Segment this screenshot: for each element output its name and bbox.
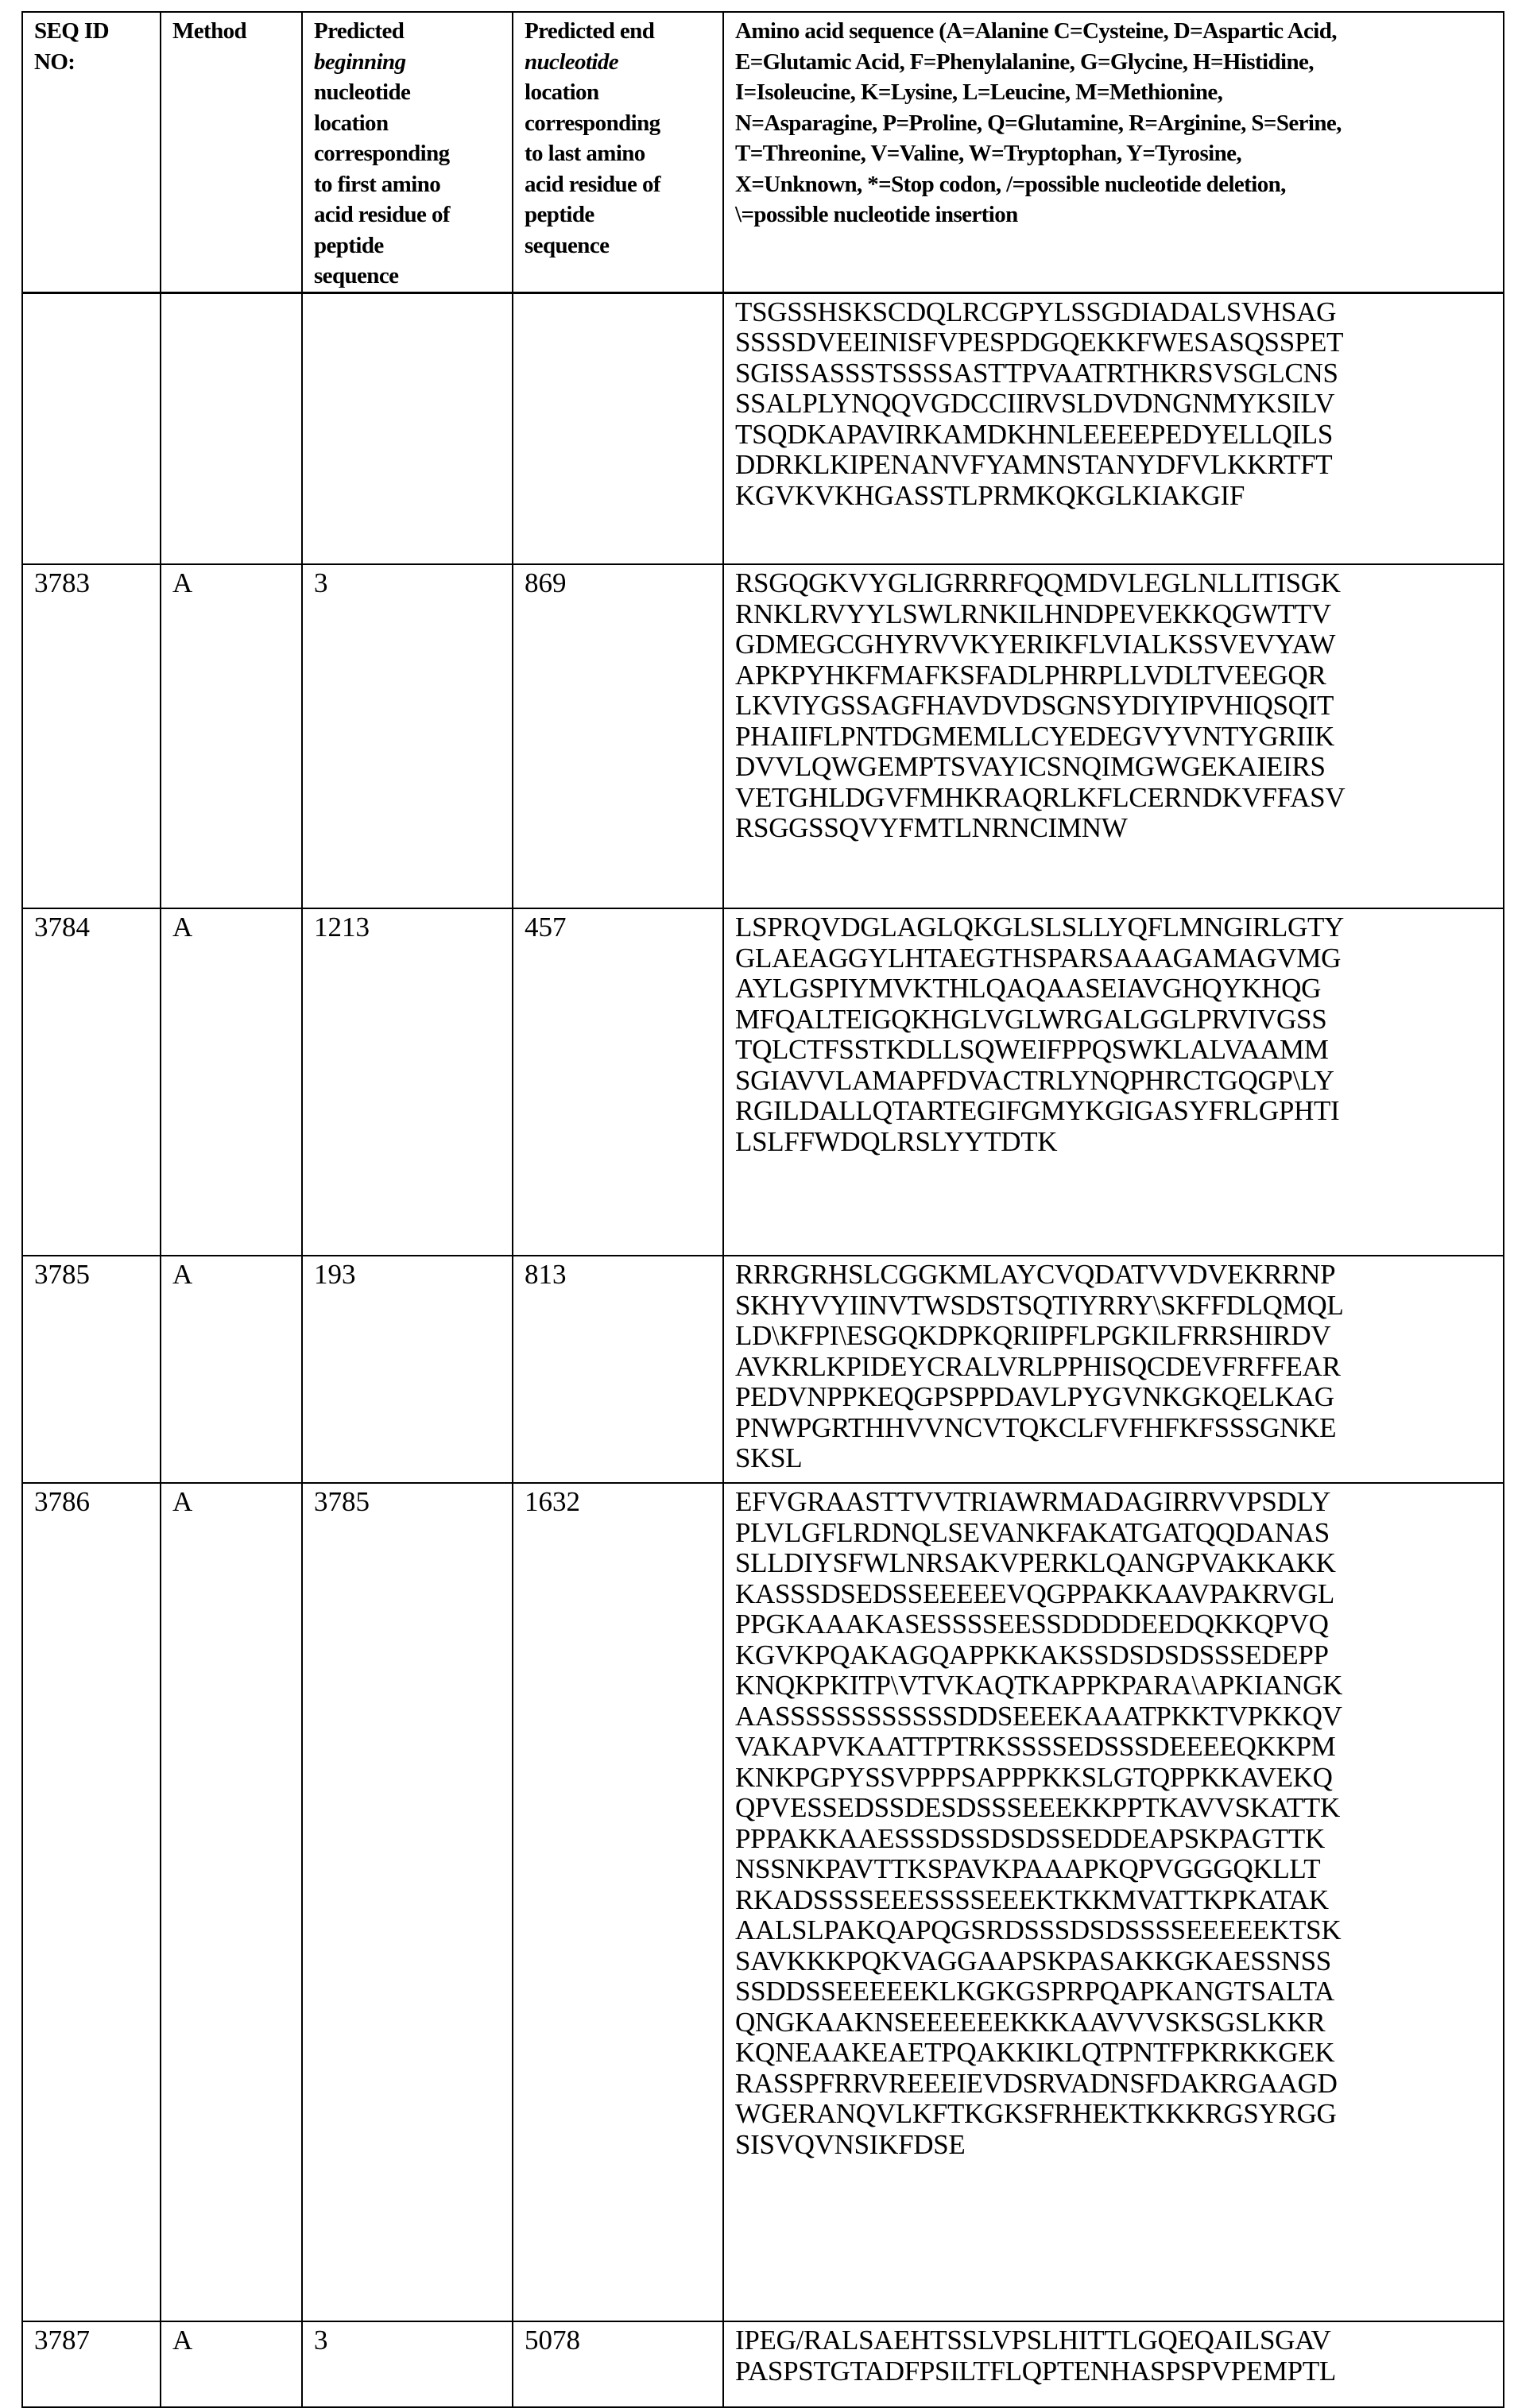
header-seq-id bbox=[22, 12, 161, 292]
amino-acid-sequence-cell bbox=[723, 564, 1504, 908]
text-line: corresponding bbox=[525, 108, 714, 139]
text-line: T=Threonine, V=Valine, W=Tryptophan, Y=Tyrosine, bbox=[735, 138, 1495, 169]
begin-location-cell bbox=[302, 292, 513, 564]
text-line: SLLDIYSFWLNRSAKVPERKLQANGPVAKKAKK bbox=[735, 1548, 1495, 1579]
end-location-cell: 869 bbox=[513, 564, 723, 908]
end-location-cell: 457 bbox=[513, 908, 723, 1256]
seq-id-cell: 3783 bbox=[22, 564, 161, 908]
text-line: KQNEAAKEAETPQAKKIKLQTPNTFPKRKKGEK bbox=[735, 2038, 1495, 2069]
text-line: nucleotide bbox=[314, 77, 504, 108]
text-line: SGIAVVLAMAPFDVACTRLYNQPHRCTGQGP\LY bbox=[735, 1066, 1495, 1097]
amino-acid-sequence-cell bbox=[723, 292, 1504, 564]
text-line: acid residue of bbox=[314, 199, 504, 230]
text-line: RSGGSSQVYFMTLNRNCIMNW bbox=[735, 813, 1495, 844]
text-line: SGISSASSSTSSSSASTTPVAATRTHKRSVSGLCNS bbox=[735, 358, 1495, 389]
end-location-cell bbox=[513, 292, 723, 564]
text-line: to last amino bbox=[525, 138, 714, 169]
text-line: SSDDSSEEEEEKLKGKGSPRPQAPKANGTSALTA bbox=[735, 1976, 1495, 2007]
text-line: Method bbox=[172, 16, 293, 47]
table-body bbox=[22, 292, 1504, 2407]
table-row bbox=[22, 908, 1504, 1256]
text-line: AVKRLKPIDEYCRALVRLPPHISQCDEVFRFFEAR bbox=[735, 1352, 1495, 1383]
text-line: Predicted bbox=[314, 16, 504, 47]
text-line: DVVLQWGEMPTSVAYICSNQIMGWGEKAIEIRS bbox=[735, 752, 1495, 783]
text-line: SEQ ID bbox=[34, 16, 152, 47]
text-line: SKSL bbox=[735, 1443, 1495, 1474]
method-cell: A bbox=[161, 564, 302, 908]
method-cell: A bbox=[161, 1256, 302, 1483]
text-line: EFVGRAASTTVVTRIAWRMADAGIRRVVPSDLY bbox=[735, 1487, 1495, 1518]
text-line: SAVKKKPQKVAGGAAPSKPASAKKGKAESSNSS bbox=[735, 1946, 1495, 1977]
text-line: RRRGRHSLCGGKMLAYCVQDATVVDVEKRRNP bbox=[735, 1260, 1495, 1291]
text-line: PPPAKKAAESSSDSSDSDSSEDDEAPSKPAGTTK bbox=[735, 1824, 1495, 1855]
end-location-cell: 813 bbox=[513, 1256, 723, 1483]
text-line: PASPSTGTADFPSILTFLQPTENHASPSPVPEMPTL bbox=[735, 2356, 1495, 2387]
text-line: LSLFFWDQLRSLYYTDTK bbox=[735, 1127, 1495, 1158]
text-line: PLVLGFLRDNQLSEVANKFAKATGATQQDANAS bbox=[735, 1518, 1495, 1549]
text-line: N=Asparagine, P=Proline, Q=Glutamine, R=Arginine, S=Serine, bbox=[735, 108, 1495, 139]
amino-acid-sequence-cell bbox=[723, 2321, 1504, 2407]
text-line: nucleotide bbox=[525, 47, 714, 78]
text-line: MFQALTEIGQKHGLVGLWRGALGGLPRVIVGSS bbox=[735, 1005, 1495, 1036]
text-line: beginning bbox=[314, 47, 504, 78]
text-line: IPEG/RALSAEHTSSLVPSLHITTLGQEQAILSGAV bbox=[735, 2325, 1495, 2356]
text-line: peptide bbox=[525, 199, 714, 230]
header-begin-location bbox=[302, 12, 513, 292]
text-line: LD\KFPI\ESGQKDPKQRIIPFLPGKILFRRSHIRDV bbox=[735, 1321, 1495, 1352]
begin-location-cell: 1213 bbox=[302, 908, 513, 1256]
table-row bbox=[22, 1256, 1504, 1483]
seq-id-cell: 3784 bbox=[22, 908, 161, 1256]
text-line: SKHYVYIINVTWSDSTSQTIYRRY\SKFFDLQMQL bbox=[735, 1291, 1495, 1322]
text-line: E=Glutamic Acid, F=Phenylalanine, G=Glycine, H=Histidine, bbox=[735, 47, 1495, 78]
text-line: PHAIIFLPNTDGMEMLLCYEDEGVYVNTYGRIIK bbox=[735, 722, 1495, 753]
begin-location-cell: 3785 bbox=[302, 1483, 513, 2321]
text-line: KNKPGPYSSVPPPSAPPPKKSLGTQPPKKAVEKQ bbox=[735, 1763, 1495, 1794]
text-line: PEDVNPPKEQGPSPPDAVLPYGVNKGKQELKAG bbox=[735, 1382, 1495, 1413]
text-line: LKVIYGSSAGFHAVDVDSGNSYDIYIPVHIQSQIT bbox=[735, 691, 1495, 722]
header-method bbox=[161, 12, 302, 292]
method-cell: A bbox=[161, 908, 302, 1256]
text-line: KGVKPQAKAGQAPPKKAKSSDSDSDSSSEDEPP bbox=[735, 1640, 1495, 1671]
text-line: SSSSDVEEINISFVPESPDGQEKKFWESASQSSPET bbox=[735, 327, 1495, 358]
method-cell bbox=[161, 292, 302, 564]
table-row bbox=[22, 1483, 1504, 2321]
begin-location-cell: 3 bbox=[302, 564, 513, 908]
seq-id-cell bbox=[22, 292, 161, 564]
amino-acid-sequence-cell bbox=[723, 1256, 1504, 1483]
text-line: LSPRQVDGLAGLQKGLSLSLLYQFLMNGIRLGTY bbox=[735, 912, 1495, 943]
header-amino-acid-sequence bbox=[723, 12, 1504, 292]
method-cell: A bbox=[161, 2321, 302, 2407]
text-line: TSQDKAPAVIRKAMDKHNLEEEEPEDYELLQILS bbox=[735, 420, 1495, 451]
table-header-row bbox=[22, 12, 1504, 292]
begin-location-cell: 3 bbox=[302, 2321, 513, 2407]
sequence-table bbox=[21, 11, 1504, 2408]
text-line: WGERANQVLKFTKGKSFRHEKTKKKRGSYRGG bbox=[735, 2099, 1495, 2130]
text-line: KGVKVKHGASSTLPRMKQKGLKIAKGIF bbox=[735, 481, 1495, 512]
text-line: NO: bbox=[34, 47, 152, 78]
method-cell: A bbox=[161, 1483, 302, 2321]
text-line: KNQKPKITP\VTVKAQTKAPPKPARA\APKIANGK bbox=[735, 1671, 1495, 1701]
text-line: TQLCTFSSTKDLLSQWEIFPPQSWKLALVAAMM bbox=[735, 1035, 1495, 1066]
end-location-cell: 1632 bbox=[513, 1483, 723, 2321]
text-line: AASSSSSSSSSSSSDDSEEEKAAATPKKTVPKKQV bbox=[735, 1701, 1495, 1732]
text-line: Predicted end bbox=[525, 16, 714, 47]
text-line: VAKAPVKAATTPTRKSSSSEDSSSDEEEEQKKPM bbox=[735, 1732, 1495, 1763]
text-line: APKPYHKFMAFKSFADLPHRPLLVDLTVEEGQR bbox=[735, 660, 1495, 691]
text-line: sequence bbox=[314, 261, 504, 292]
seq-id-cell: 3785 bbox=[22, 1256, 161, 1483]
text-line: KASSSDSEDSSEEEEEVQGPPAKKAAVPAKRVGL bbox=[735, 1579, 1495, 1610]
text-line: corresponding bbox=[314, 138, 504, 169]
seq-id-cell: 3786 bbox=[22, 1483, 161, 2321]
text-line: RKADSSSSEEESSSSEEEKTKKMVATTKPKATAK bbox=[735, 1885, 1495, 1916]
text-line: TSGSSHSKSCDQLRCGPYLSSGDIADALSVHSAG bbox=[735, 297, 1495, 328]
text-line: RGILDALLQTARTEGIFGMYKGIGASYFRLGPHTI bbox=[735, 1096, 1495, 1127]
text-line: AYLGSPIYMVKTHLQAQAASEIAVGHQYKHQG bbox=[735, 974, 1495, 1005]
begin-location-cell: 193 bbox=[302, 1256, 513, 1483]
header-end-location bbox=[513, 12, 723, 292]
text-line: DDRKLKIPENANVFYAMNSTANYDFVLKKRTFT bbox=[735, 450, 1495, 481]
text-line: RASSPFRRVREEEIEVDSRVADNSFDAKRGAAGD bbox=[735, 2069, 1495, 2100]
text-line: RNKLRVYYLSWLRNKILHNDPEVEKKQGWTTV bbox=[735, 599, 1495, 630]
text-line: AALSLPAKQAPQGSRDSSSDSDSSSSEEEEEKTSK bbox=[735, 1915, 1495, 1946]
seq-id-cell: 3787 bbox=[22, 2321, 161, 2407]
text-line: sequence bbox=[525, 230, 714, 261]
text-line: PPGKAAAKASESSSSEESSDDDDEEDQKKQPVQ bbox=[735, 1609, 1495, 1640]
table-row bbox=[22, 564, 1504, 908]
text-line: QNGKAAKNSEEEEEEKKKAAVVVSKSGSLKKR bbox=[735, 2007, 1495, 2038]
table-row bbox=[22, 292, 1504, 564]
text-line: PNWPGRTHHVVNCVTQKCLFVFHFKFSSSGNKE bbox=[735, 1413, 1495, 1444]
text-line: Amino acid sequence (A=Alanine C=Cysteine, D=Aspartic Acid, bbox=[735, 16, 1495, 47]
text-line: RSGQGKVYGLIGRRRFQQMDVLEGLNLLITISGK bbox=[735, 568, 1495, 599]
table-row bbox=[22, 2321, 1504, 2407]
text-line: I=Isoleucine, K=Lysine, L=Leucine, M=Methionine, bbox=[735, 77, 1495, 108]
amino-acid-sequence-cell bbox=[723, 1483, 1504, 2321]
text-line: QPVESSEDSSDESDSSSEEEKKPPTKAVVSKATTK bbox=[735, 1793, 1495, 1824]
amino-acid-sequence-cell bbox=[723, 908, 1504, 1256]
text-line: location bbox=[314, 108, 504, 139]
text-line: peptide bbox=[314, 230, 504, 261]
text-line: to first amino bbox=[314, 169, 504, 200]
text-line: SISVQVNSIKFDSE bbox=[735, 2130, 1495, 2161]
text-line: location bbox=[525, 77, 714, 108]
text-line: VETGHLDGVFMHKRAQRLKFLCERNDKVFFASV bbox=[735, 783, 1495, 814]
text-line: \=possible nucleotide insertion bbox=[735, 199, 1495, 230]
text-line: NSSNKPAVTTKSPAVKPAAAPKQPVGGGQKLLT bbox=[735, 1854, 1495, 1885]
end-location-cell: 5078 bbox=[513, 2321, 723, 2407]
text-line: SSALPLYNQQVGDCCIIRVSLDVDNGNMYKSILV bbox=[735, 389, 1495, 420]
text-line: X=Unknown, *=Stop codon, /=possible nucleotide deletion, bbox=[735, 169, 1495, 200]
text-line: GDMEGCGHYRVVKYERIKFLVIALKSSVEVYAW bbox=[735, 629, 1495, 660]
text-line: acid residue of bbox=[525, 169, 714, 200]
text-line: GLAEAGGYLHTAEGTHSPARSAAAGAMAGVMG bbox=[735, 943, 1495, 974]
